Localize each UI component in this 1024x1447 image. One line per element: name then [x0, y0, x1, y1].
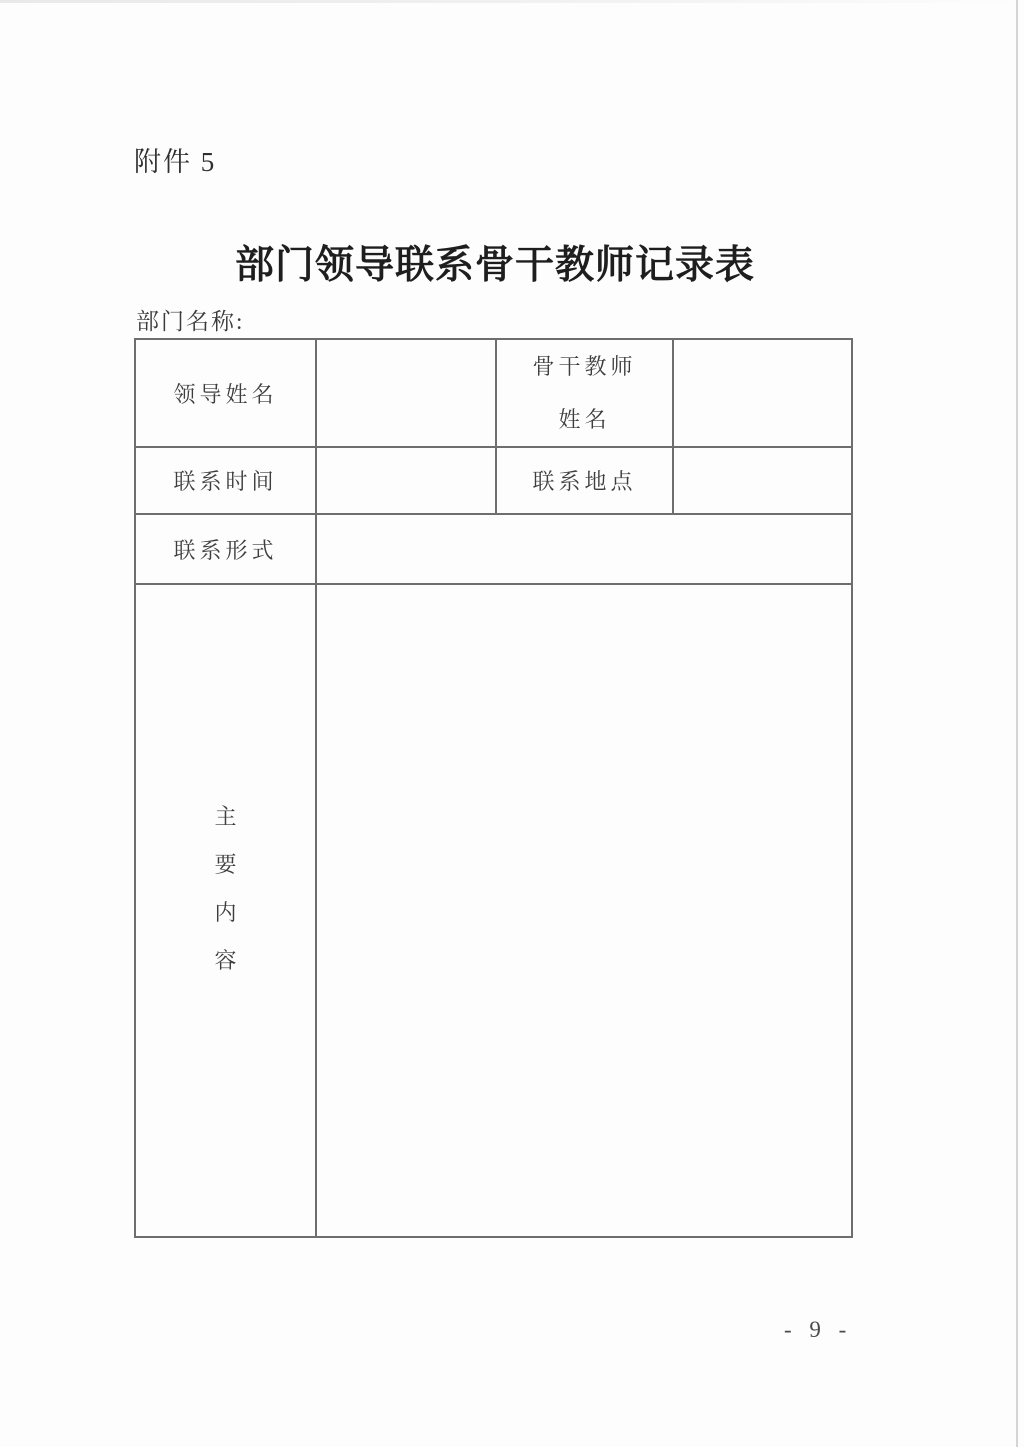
key-teacher-name-label-line2: 姓名 — [558, 407, 611, 432]
contact-time-value-cell — [316, 447, 496, 514]
scan-right-edge-line — [1016, 0, 1018, 1447]
contact-place-label: 联系地点 — [532, 469, 637, 494]
contact-form-label-cell — [135, 514, 316, 584]
key-teacher-name-label-cell — [496, 339, 673, 447]
leader-name-value-cell — [316, 339, 496, 447]
table-row — [135, 339, 852, 447]
table-row — [135, 514, 852, 584]
form-title: 部门领导联系骨干教师记录表 — [234, 244, 755, 287]
contact-time-label-cell — [135, 447, 316, 514]
main-content-label-char: 内 — [214, 899, 237, 925]
contact-place-label-cell — [496, 447, 673, 514]
contact-time-label: 联系时间 — [173, 469, 278, 494]
leader-name-label-cell — [135, 339, 316, 447]
page-number: - 9 - — [784, 1317, 853, 1342]
table-row — [135, 447, 852, 514]
scan-top-edge — [0, 0, 1024, 3]
main-content-value-cell — [316, 584, 852, 1237]
leader-name-label: 领导姓名 — [173, 381, 278, 407]
contact-place-value-cell — [673, 447, 852, 514]
attachment-label: 附件 5 — [134, 147, 217, 177]
contact-form-label: 联系形式 — [173, 537, 278, 563]
main-content-label-char: 要 — [214, 851, 237, 877]
main-content-label-cell — [135, 584, 316, 1237]
contact-form-value-cell — [316, 514, 852, 584]
record-table — [134, 338, 853, 1238]
key-teacher-name-value-cell — [673, 339, 852, 447]
main-content-label-char: 容 — [214, 947, 237, 973]
key-teacher-name-label-line1: 骨干教师 — [532, 354, 637, 379]
main-content-label-char: 主 — [214, 803, 237, 829]
department-name-label: 部门名称: — [136, 309, 245, 334]
table-row — [135, 584, 852, 1237]
main-content-label — [136, 803, 315, 973]
